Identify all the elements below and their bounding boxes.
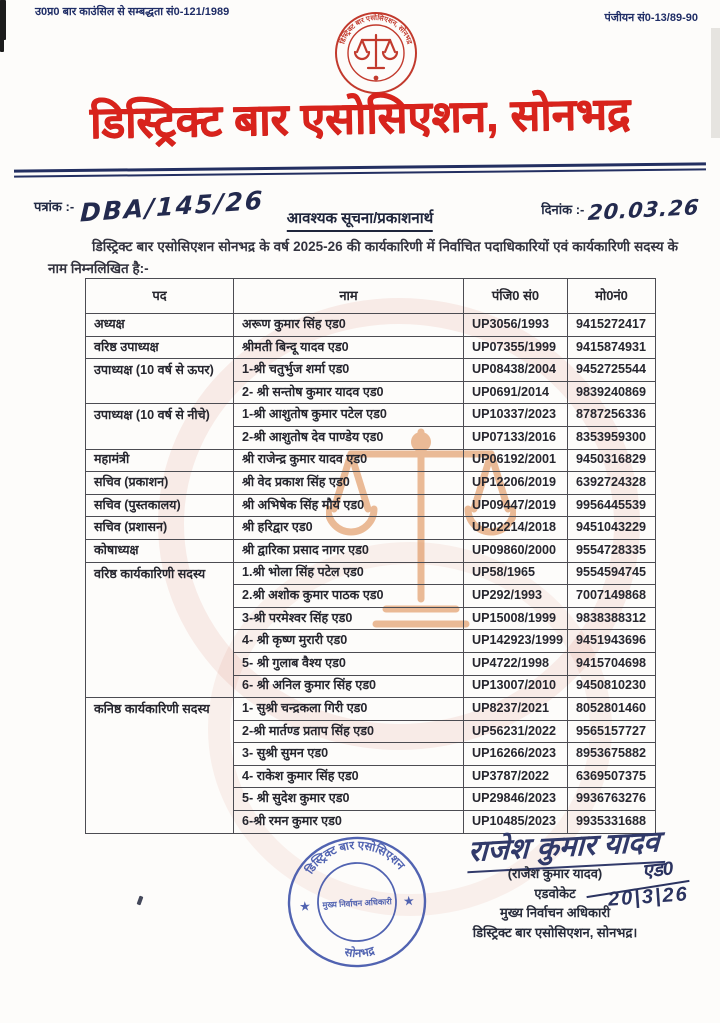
reg-cell: UP07133/2016 xyxy=(464,426,568,449)
stamp-star-right: ★ xyxy=(402,892,416,909)
reg-cell: UP142923/1999 xyxy=(464,630,568,653)
name-cell: अरूण कुमार सिंह एड0 xyxy=(234,314,464,337)
reg-cell: UP06192/2001 xyxy=(464,449,568,472)
stamp-ring-bottom-text: सोनभद्र xyxy=(343,945,377,961)
name-cell: 2-श्री मार्तण्ड प्रताप सिंह एड0 xyxy=(234,720,464,743)
stamp-star-left: ★ xyxy=(298,898,312,915)
mobile-cell: 6369507375 xyxy=(568,765,656,788)
name-cell: 2- श्री सन्तोष कुमार यादव एड0 xyxy=(234,381,464,404)
name-cell: 3- सुश्री सुमन एड0 xyxy=(234,743,464,766)
mobile-cell: 6392724328 xyxy=(568,472,656,495)
post-cell: वरिष्ठ उपाध्यक्ष xyxy=(86,336,234,359)
reg-cell: UP07355/1999 xyxy=(464,336,568,359)
header-mobile: मो0नं0 xyxy=(568,279,656,314)
name-cell: 1-श्री चतुर्भुज शर्मा एड0 xyxy=(234,359,464,382)
post-cell: कनिष्ठ कार्यकारिणी सदस्य xyxy=(86,698,234,834)
association-logo xyxy=(333,10,419,96)
letter-number xyxy=(34,185,265,228)
reg-cell: UP58/1965 xyxy=(464,562,568,585)
table-row xyxy=(86,336,656,359)
reg-cell: UP56231/2022 xyxy=(464,720,568,743)
table-row xyxy=(86,539,656,562)
signatory-organisation: डिस्ट्रिक्ट बार एसोसिएशन, सोनभद्र। xyxy=(472,924,638,940)
name-cell: 6-श्री रमन कुमार एड0 xyxy=(234,811,464,834)
mobile-cell: 9956445539 xyxy=(568,494,656,517)
svg-text:सोनभद्र xyxy=(342,943,377,961)
signatory-designation-officer: मुख्य निर्वाचन अधिकारी xyxy=(499,905,611,920)
reg-cell: UP09860/2000 xyxy=(464,539,568,562)
reg-cell: UP13007/2010 xyxy=(464,675,568,698)
page-title: डिस्ट्रिक्ट बार एसोसिएशन, सोनभद्र xyxy=(89,89,631,148)
reg-cell: UP10485/2023 xyxy=(464,811,568,834)
notice-heading: आवश्यक सूचना/प्रकाशनार्थ xyxy=(287,208,433,232)
name-cell: श्री वेद प्रकाश सिंह एड0 xyxy=(234,472,464,495)
reg-cell: UP08438/2004 xyxy=(464,359,568,382)
table-header-row xyxy=(86,279,656,314)
registration-number: पंजीयन सं0-13/89-90 xyxy=(604,12,698,24)
post-cell: वरिष्ठ कार्यकारिणी सदस्य xyxy=(86,562,234,698)
mobile-cell: 7007149868 xyxy=(568,585,656,608)
table-row xyxy=(86,449,656,472)
post-cell: सचिव (पुस्तकालय) xyxy=(86,494,234,517)
handwritten-signature: राजेश कुमार यादव xyxy=(467,821,666,873)
header-post: पद xyxy=(86,279,234,314)
handwritten-footer-date: 20|3|26 xyxy=(607,883,690,911)
election-officer-stamp xyxy=(278,828,435,976)
mobile-cell: 9451043229 xyxy=(568,517,656,540)
name-cell: 4- राकेश कुमार सिंह एड0 xyxy=(234,765,464,788)
post-cell: सचिव (प्रकाशन) xyxy=(86,472,234,495)
table-row xyxy=(86,404,656,427)
name-cell: 5- श्री गुलाब वैश्य एड0 xyxy=(234,652,464,675)
reg-cell: UP16266/2023 xyxy=(464,743,568,766)
mobile-cell: 9554728335 xyxy=(568,539,656,562)
date-label: दिनांक :- xyxy=(541,202,585,217)
post-cell: उपाध्यक्ष (10 वर्ष से ऊपर) xyxy=(86,359,234,404)
name-cell: श्री राजेन्द्र कुमार यादव एड0 xyxy=(234,449,464,472)
table-row xyxy=(86,698,656,721)
mobile-cell: 9838388312 xyxy=(568,607,656,630)
reg-cell: UP09447/2019 xyxy=(464,494,568,517)
reg-cell: UP0691/2014 xyxy=(464,381,568,404)
name-cell: 2.श्री अशोक कुमार पाठक एड0 xyxy=(234,585,464,608)
name-cell: 3-श्री परमेश्वर सिंह एड0 xyxy=(234,607,464,630)
reg-cell: UP3056/1993 xyxy=(464,314,568,337)
mobile-cell: 9935331688 xyxy=(568,811,656,834)
name-cell: श्रीमती बिन्दू यादव एड0 xyxy=(234,336,464,359)
post-cell: सचिव (प्रशासन) xyxy=(86,517,234,540)
post-cell: अध्यक्ष xyxy=(86,314,234,337)
name-cell: 4- श्री कृष्ण मुरारी एड0 xyxy=(234,630,464,653)
post-cell: कोषाध्यक्ष xyxy=(86,539,234,562)
committee-table-body xyxy=(86,314,656,834)
mobile-cell: 9450316829 xyxy=(568,449,656,472)
scan-ink-speck xyxy=(137,896,144,906)
mobile-cell: 9415874931 xyxy=(568,336,656,359)
name-cell: 5- श्री सुदेश कुमार एड0 xyxy=(234,788,464,811)
mobile-cell: 9451943696 xyxy=(568,630,656,653)
date-handwritten: 20.03.26 xyxy=(587,195,701,225)
name-cell: 2-श्री आशुतोष देव पाण्डेय एड0 xyxy=(234,426,464,449)
handwritten-note: एड0 xyxy=(641,858,675,883)
header-name: नाम xyxy=(234,279,464,314)
mobile-cell: 8052801460 xyxy=(568,698,656,721)
mobile-cell: 9554594745 xyxy=(568,562,656,585)
table-row xyxy=(86,517,656,540)
table-row xyxy=(86,562,656,585)
logo-ring-text: डिस्ट्रिक्ट बार एसोसिएशन, सोनभद्र xyxy=(339,14,413,46)
title-divider xyxy=(14,162,706,177)
scan-edge-artifact xyxy=(0,0,5,22)
name-cell: श्री हरिद्वार एड0 xyxy=(234,517,464,540)
svg-text:डिस्ट्रिक्ट बार एसोसिएशन xyxy=(300,836,407,878)
mobile-cell: 8353959300 xyxy=(568,426,656,449)
signatory-name: (राजेश कुमार यादव) xyxy=(507,866,603,881)
reg-cell: UP10337/2023 xyxy=(464,404,568,427)
mobile-cell: 9839240869 xyxy=(568,381,656,404)
mobile-cell: 9415272417 xyxy=(568,314,656,337)
mobile-cell: 8953675882 xyxy=(568,743,656,766)
signatory-designation-advocate: एडवोकेट xyxy=(534,885,576,901)
name-cell: श्री द्वारिका प्रसाद नागर एड0 xyxy=(234,539,464,562)
reg-cell: UP4722/1998 xyxy=(464,652,568,675)
committee-table xyxy=(85,278,656,834)
stamp-center-text: मुख्य निर्वाचन अधिकारी xyxy=(322,897,392,910)
stamp-ring-top-text: डिस्ट्रिक्ट बार एसोसिएशन xyxy=(304,839,407,877)
name-cell: 1.श्री भोला सिंह पटेल एड0 xyxy=(234,562,464,585)
header-reg: पंजि0 सं0 xyxy=(464,279,568,314)
mobile-cell: 9452725544 xyxy=(568,359,656,382)
name-cell: 1- सुश्री चन्द्रकला गिरी एड0 xyxy=(234,698,464,721)
post-cell: उपाध्यक्ष (10 वर्ष से नीचे) xyxy=(86,404,234,449)
letter-number-handwritten: DBA/145/26 xyxy=(79,185,265,228)
name-cell: श्री अभिषेक सिंह मौर्य एड0 xyxy=(234,494,464,517)
bar-council-affiliation: उ0प्र0 बार काउंसिल से सम्बद्धता सं0-121/1989 xyxy=(35,6,230,18)
mobile-cell: 9936763276 xyxy=(568,788,656,811)
mobile-cell: 8787256336 xyxy=(568,404,656,427)
post-cell: महामंत्री xyxy=(86,449,234,472)
table-row xyxy=(86,494,656,517)
table-row xyxy=(86,472,656,495)
name-cell: 1-श्री आशुतोष कुमार पटेल एड0 xyxy=(234,404,464,427)
reg-cell: UP02214/2018 xyxy=(464,517,568,540)
reg-cell: UP12206/2019 xyxy=(464,472,568,495)
reg-cell: UP29846/2023 xyxy=(464,788,568,811)
scales-icon xyxy=(355,35,397,68)
table-row xyxy=(86,359,656,382)
reg-cell: UP15008/1999 xyxy=(464,607,568,630)
date-line xyxy=(541,195,701,225)
mobile-cell: 9565157727 xyxy=(568,720,656,743)
table-row xyxy=(86,314,656,337)
intro-paragraph: डिस्ट्रिक्ट बार एसोसिएशन सोनभद्र के वर्ष 2025-26 की कार्यकारिणी में निर्वाचित पदाधिकारियों एवं कार्यकारिणी सदस्य के नाम निम्नलिखित है:- xyxy=(48,239,678,276)
mobile-cell: 9415704698 xyxy=(568,652,656,675)
name-cell: 6- श्री अनिल कुमार सिंह एड0 xyxy=(234,675,464,698)
reg-cell: UP3787/2022 xyxy=(464,765,568,788)
reg-cell: UP8237/2021 xyxy=(464,698,568,721)
reg-cell: UP292/1993 xyxy=(464,585,568,608)
mobile-cell: 9450810230 xyxy=(568,675,656,698)
letter-number-label: पत्रांक :- xyxy=(34,199,75,214)
